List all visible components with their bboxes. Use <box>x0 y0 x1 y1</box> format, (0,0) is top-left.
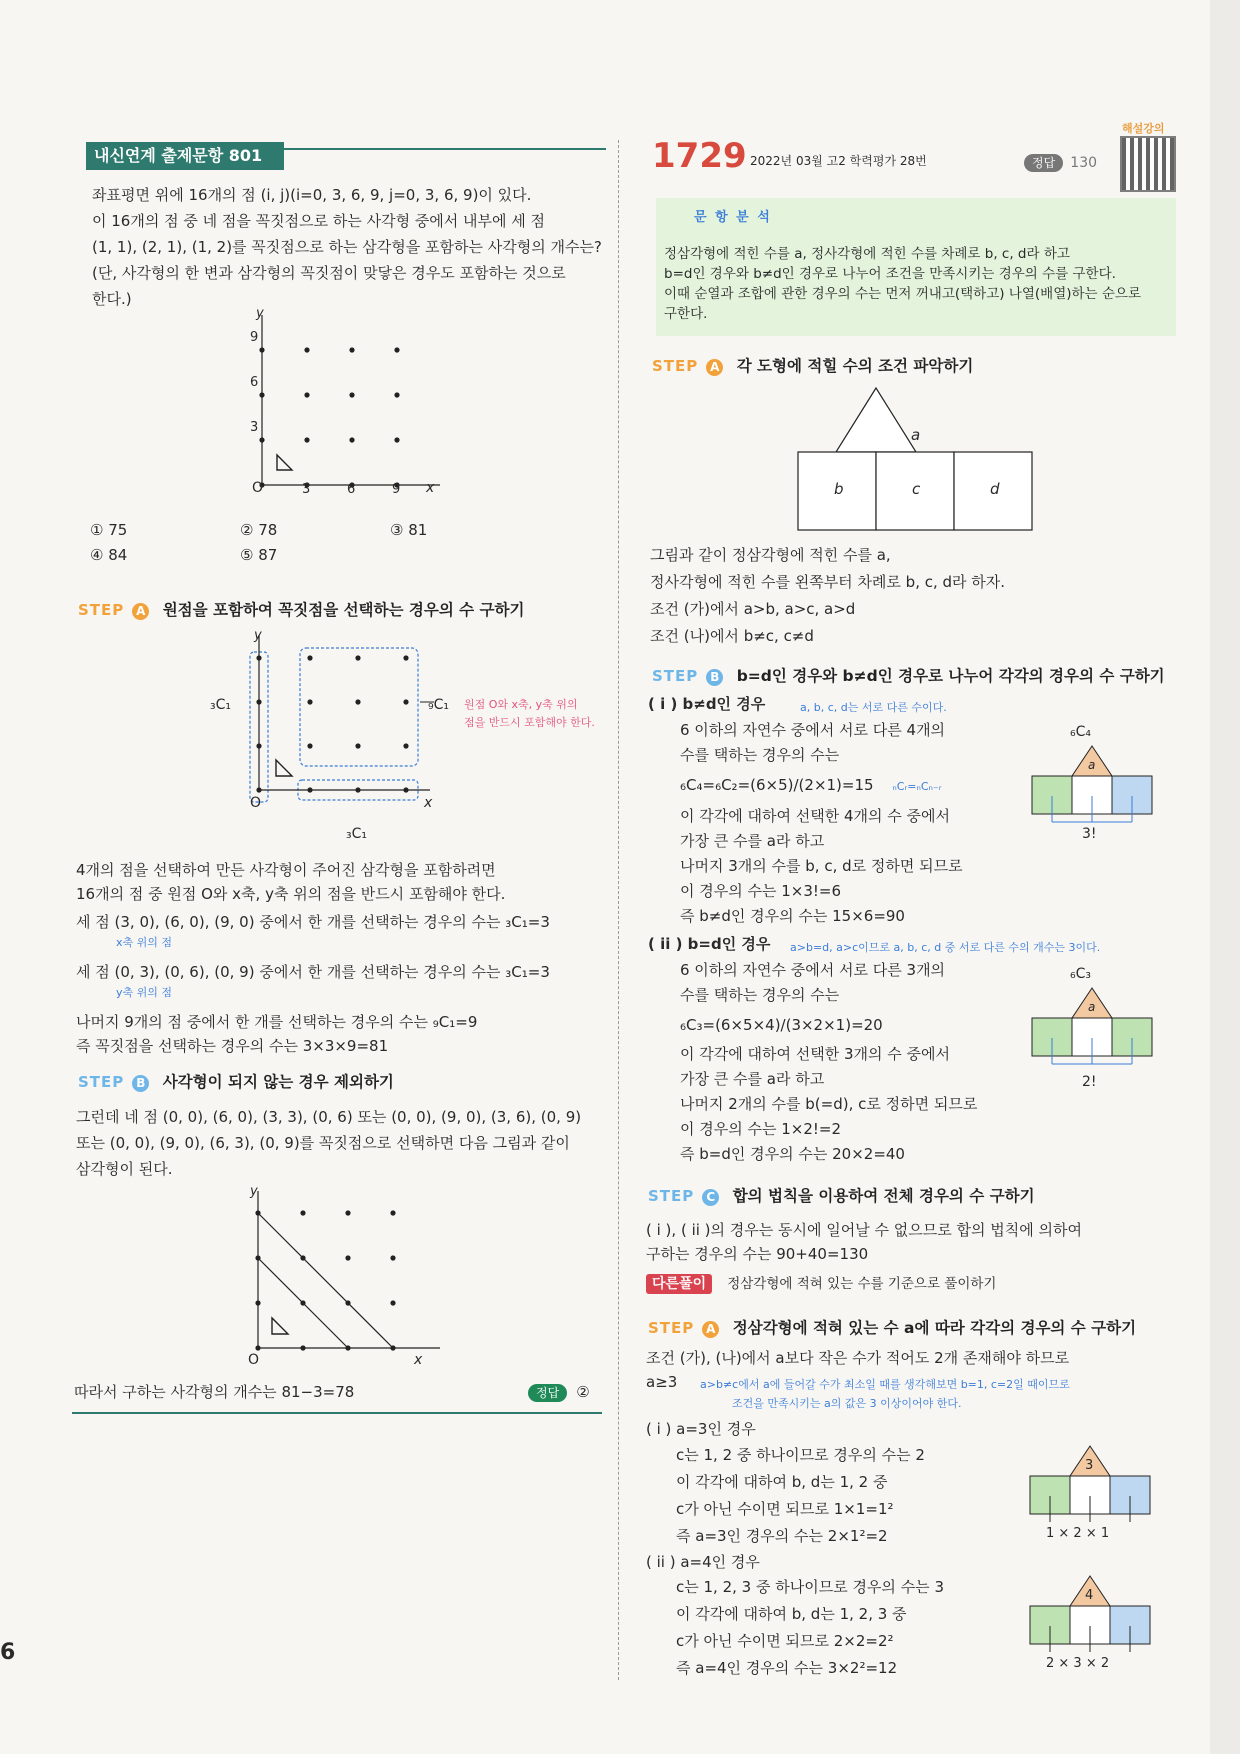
formula-note: ₙCᵣ=ₙCₙ₋ᵣ <box>892 780 942 793</box>
fig1-origin: O <box>252 480 264 496</box>
analysis-line: 구한다. <box>664 306 708 322</box>
case2-mini-a: a <box>1088 1000 1096 1014</box>
choice-4: ④ 84 <box>90 546 128 564</box>
body-line: 그림과 같이 정삼각형에 적힌 수를 a, <box>650 546 891 564</box>
choice-5: ⑤ 87 <box>240 546 278 564</box>
fig2-note-2: 점을 반드시 포함해야 한다. <box>464 716 595 729</box>
body-line: 즉 꼭짓점을 선택하는 경우의 수는 3×3×9=81 <box>76 1037 389 1055</box>
analysis-line: b=d인 경우와 b≠d인 경우로 나누어 조건을 만족시키는 경우의 수를 구한다. <box>664 266 1116 282</box>
case2-body <box>680 958 977 1167</box>
problem-line: 좌표평면 위에 16개의 점 (i, j)(i=0, 3, 6, 9, j=0, 3, 6, 9)이 있다. <box>92 186 532 204</box>
fig3-origin: O <box>248 1352 260 1368</box>
case2-fig-bottom: 2! <box>1082 1074 1097 1090</box>
shape-label-a: a <box>911 426 921 444</box>
body-line: 4개의 점을 선택하여 만든 사각형이 주어진 삼각형을 포함하려면 <box>76 861 496 879</box>
case1-mini-a: a <box>1088 758 1096 772</box>
case1-note: a, b, c, d는 서로 다른 수이다. <box>800 701 947 714</box>
fig1-x-label: x <box>426 480 435 496</box>
qr-code <box>1120 136 1176 192</box>
body-line: 구하는 경우의 수는 90+40=130 <box>646 1245 869 1263</box>
body-line: 6 이하의 자연수 중에서 서로 다른 3개의 <box>680 961 946 979</box>
fig3-y-label: y <box>250 1184 258 1199</box>
body-line: c가 아닌 수이면 되므로 2×2=2² <box>676 1632 894 1650</box>
alt-case1 <box>646 1416 925 1550</box>
final-answer-line: 따라서 구하는 사각형의 개수는 81−3=78 <box>74 1383 355 1401</box>
body-line: 이 각각에 대하여 선택한 3개의 수 중에서 <box>680 1045 950 1063</box>
page-number: 6 <box>0 1640 16 1665</box>
body-line: 조건 (나)에서 b≠c, c≠d <box>650 627 814 645</box>
choice-1: ① 75 <box>90 521 128 539</box>
fig2-origin: O <box>250 795 262 811</box>
body-line: 세 점 (0, 3), (0, 6), (0, 9) 중에서 한 개를 선택하는 경우의 수는 ₃C₁=3 <box>76 963 550 981</box>
fig1-ytick: 6 <box>250 375 259 390</box>
right-stepA-heading: STEP A 각 도형에 적힐 수의 조건 파악하기 <box>652 357 974 375</box>
body-line: c는 1, 2, 3 중 하나이므로 경우의 수는 3 <box>676 1578 944 1596</box>
analysis-line: 정삼각형에 적힌 수를 a, 정사각형에 적힌 수를 차례로 b, c, d라 하고 <box>664 246 1070 262</box>
fig2-y-label: y <box>254 628 262 643</box>
grid-figure-3 <box>240 1186 450 1366</box>
body-line: 조건 (가)에서 a>b, a>c, a>d <box>650 600 856 618</box>
body-line: 즉 b≠d인 경우의 수는 15×6=90 <box>680 907 905 925</box>
fig1-ytick: 9 <box>250 330 259 345</box>
fig1-ytick: 3 <box>250 420 259 435</box>
shape-label-d: d <box>990 480 1000 498</box>
body-line: 16개의 점 중 원점 O와 x축, y축 위의 점을 반드시 포함해야 한다. <box>76 885 506 903</box>
alt-title: 정삼각형에 적혀 있는 수를 기준으로 풀이하기 <box>727 1276 997 1292</box>
body-line: 즉 a=4인 경우의 수는 3×2²=12 <box>676 1659 898 1677</box>
answer-badge: 정답 <box>1024 154 1063 172</box>
answer-value: 130 <box>1070 155 1098 171</box>
body-line: 정사각형에 적힌 수를 왼쪽부터 차례로 b, c, d라 하자. <box>650 573 1006 591</box>
left-stepA-heading: STEP A 원점을 포함하여 꼭짓점을 선택하는 경우의 수 구하기 <box>78 601 525 619</box>
body-line: 이 각각에 대하여 b, d는 1, 2 중 <box>676 1473 888 1491</box>
body-line: 그런데 네 점 (0, 0), (6, 0), (3, 3), (0, 6) 또는 (0, 0), (9, 0), (3, 6), (0, 9) <box>76 1108 582 1126</box>
fig2-label-bottom: ₃C₁ <box>346 826 367 842</box>
left-stepA-body <box>76 858 550 1058</box>
alt-line: 조건 (가), (나)에서 a보다 작은 수가 적어도 2개 존재해야 하므로 <box>646 1349 1070 1367</box>
answer-badge: 정답 <box>528 1384 567 1402</box>
alt-tag: 다른풀이 <box>646 1274 712 1294</box>
body-line: 나머지 3개의 수를 b, c, d로 정하면 되므로 <box>680 857 963 875</box>
alt-fig2-top: 4 <box>1085 1588 1094 1603</box>
left-stepB-body <box>76 1104 581 1182</box>
stepC-body <box>646 1218 1082 1266</box>
right-stepA-body <box>650 542 1005 650</box>
header-rule <box>276 148 606 150</box>
alt-line: a≥3 <box>646 1373 678 1391</box>
body-line: 세 점 (3, 0), (6, 0), (9, 0) 중에서 한 개를 선택하는 경우의 수는 ₃C₁=3 <box>76 913 550 931</box>
alt-fig1-top: 3 <box>1085 1458 1094 1473</box>
small-triangle <box>277 455 292 470</box>
fig2-label-right: ₉C₁ <box>428 697 449 713</box>
alt-case2 <box>646 1550 944 1682</box>
right-stepC-heading: STEP C 합의 법칙을 이용하여 전체 경우의 수 구하기 <box>648 1187 1035 1205</box>
right-stepB-heading: STEP B b=d인 경우와 b≠d인 경우로 나누어 각각의 경우의 수 구하기 <box>652 667 1165 685</box>
body-line: 나머지 2개의 수를 b(=d), c로 정하면 되므로 <box>680 1095 978 1113</box>
body-line: 이 각각에 대하여 선택한 4개의 수 중에서 <box>680 807 950 825</box>
grid-dots <box>259 347 399 487</box>
body-line: ( ii ) a=4인 경우 <box>646 1553 760 1571</box>
left-answer <box>528 1382 590 1401</box>
formula-line: ₆C₃=(6×5×4)/(3×2×1)=20 <box>680 1016 883 1034</box>
shape-label-c: c <box>912 480 921 498</box>
problem-number: 1729 <box>652 136 747 176</box>
body-line: c는 1, 2 중 하나이므로 경우의 수는 2 <box>676 1446 925 1464</box>
case1-body <box>680 718 963 929</box>
body-line: 가장 큰 수를 a라 하고 <box>680 1070 825 1088</box>
x-axis-points-note: x축 위의 점 <box>116 936 173 949</box>
alt-fig1-bottom: 1 × 2 × 1 <box>1046 1526 1110 1541</box>
analysis-title: 문 항 분 석 <box>694 210 772 225</box>
fig3-x-label: x <box>414 1352 423 1368</box>
case1-fig-top: ₆C₄ <box>1070 724 1091 740</box>
shape-label-b: b <box>834 480 844 498</box>
case2-note: a>b=d, a>c이므로 a, b, c, d 중 서로 다른 수의 개수는 3이다. <box>790 941 1101 954</box>
problem-source: 2022년 03월 고2 학력평가 28번 <box>750 154 927 168</box>
body-line: ( i ) a=3인 경우 <box>646 1420 756 1438</box>
case1-mini-figure <box>1030 744 1154 824</box>
problem-line: 한다.) <box>92 290 132 308</box>
qr-label: 해설강의 <box>1122 122 1165 135</box>
fig1-tick: 3 <box>302 482 311 497</box>
body-line: 이 경우의 수는 1×2!=2 <box>680 1120 842 1138</box>
body-line: 6 이하의 자연수 중에서 서로 다른 4개의 <box>680 721 946 739</box>
body-line: 이 경우의 수는 1×3!=6 <box>680 882 842 900</box>
left-stepB-heading: STEP B 사각형이 되지 않는 경우 제외하기 <box>78 1073 394 1091</box>
fig1-tick: 9 <box>392 482 401 497</box>
case1-fig-bottom: 3! <box>1082 826 1097 842</box>
grid-figure-1 <box>240 310 450 500</box>
fig1-y-label: y <box>256 306 264 321</box>
body-line: 즉 b=d인 경우의 수는 20×2=40 <box>680 1145 905 1163</box>
alt-note-1: a>b≠c에서 a에 들어갈 수가 최소일 때를 생각해보면 b=1, c=2일 때이므로 <box>700 1378 1070 1391</box>
shape-figure <box>796 384 1036 534</box>
fig1-tick: 6 <box>347 482 356 497</box>
fig2-label-left: ₃C₁ <box>210 697 231 713</box>
body-line: c가 아닌 수이면 되므로 1×1=1² <box>676 1500 894 1518</box>
formula-line: ₆C₄=₆C₂=(6×5)/(2×1)=15 ₙCᵣ=ₙCₙ₋ᵣ <box>680 776 942 794</box>
alt-mini-figure-2 <box>1028 1574 1152 1654</box>
left-bottom-rule <box>72 1412 602 1414</box>
fig2-x-label: x <box>424 795 433 811</box>
alt-solution-header <box>646 1272 996 1293</box>
problem-header-tag: 내신연계 출제문항 801 <box>86 142 284 170</box>
body-line: 나머지 9개의 점 중에서 한 개를 선택하는 경우의 수는 ₉C₁=9 <box>76 1013 478 1031</box>
choice-2: ② 78 <box>240 521 278 539</box>
alt-note-2: 조건을 만족시키는 a의 값은 3 이상이어야 한다. <box>732 1397 962 1410</box>
case2-mini-figure <box>1030 986 1154 1066</box>
analysis-line: 이때 순열과 조합에 관한 경우의 수는 먼저 꺼내고(택하고) 나열(배열)하는 순으로 <box>664 286 1141 302</box>
problem-line: 이 16개의 점 중 네 점을 꼭짓점으로 하는 사각형 중에서 내부에 세 점 <box>92 212 546 230</box>
answer-value: ② <box>576 1383 590 1401</box>
analysis-body <box>664 244 1141 324</box>
body-line: 또는 (0, 0), (9, 0), (6, 3), (0, 9)를 꼭짓점으로 선택하면 다음 그림과 같이 <box>76 1134 570 1152</box>
y-axis-points-note: y축 위의 점 <box>116 986 173 999</box>
case1-heading: ( i ) b≠d인 경우 <box>648 695 766 713</box>
page-edge <box>1210 0 1240 1754</box>
body-line: 수를 택하는 경우의 수는 <box>680 746 840 764</box>
alt-stepA-heading: STEP A 정삼각형에 적혀 있는 수 a에 따라 각각의 경우의 수 구하기 <box>648 1319 1137 1337</box>
grid-figure-2 <box>240 630 440 820</box>
alt-fig2-bottom: 2 × 3 × 2 <box>1046 1656 1110 1671</box>
body-line: ( i ), ( ii )의 경우는 동시에 일어날 수 없으므로 합의 법칙에 의하여 <box>646 1221 1082 1239</box>
alt-mini-figure-1 <box>1028 1444 1152 1524</box>
problem-line: (1, 1), (2, 1), (1, 2)를 꼭짓점으로 하는 삼각형을 포함하는 사각형의 개수는? <box>92 238 602 256</box>
body-line: 즉 a=3인 경우의 수는 2×1²=2 <box>676 1527 888 1545</box>
right-answer <box>1024 152 1097 171</box>
body-line: 삼각형이 된다. <box>76 1160 173 1178</box>
fig2-note-1: 원점 O와 x축, y축 위의 <box>464 698 578 711</box>
choice-3: ③ 81 <box>390 521 428 539</box>
body-line: 가장 큰 수를 a라 하고 <box>680 832 825 850</box>
problem-statement <box>92 182 602 312</box>
column-divider <box>618 140 619 1680</box>
body-line: 수를 택하는 경우의 수는 <box>680 986 840 1004</box>
case2-heading: ( ii ) b=d인 경우 <box>648 935 771 953</box>
body-line: 이 각각에 대하여 b, d는 1, 2, 3 중 <box>676 1605 907 1623</box>
problem-line: (단, 사각형의 한 변과 삼각형의 꼭짓점이 맞닿은 경우도 포함하는 것으로 <box>92 264 566 282</box>
case2-fig-top: ₆C₃ <box>1070 966 1091 982</box>
